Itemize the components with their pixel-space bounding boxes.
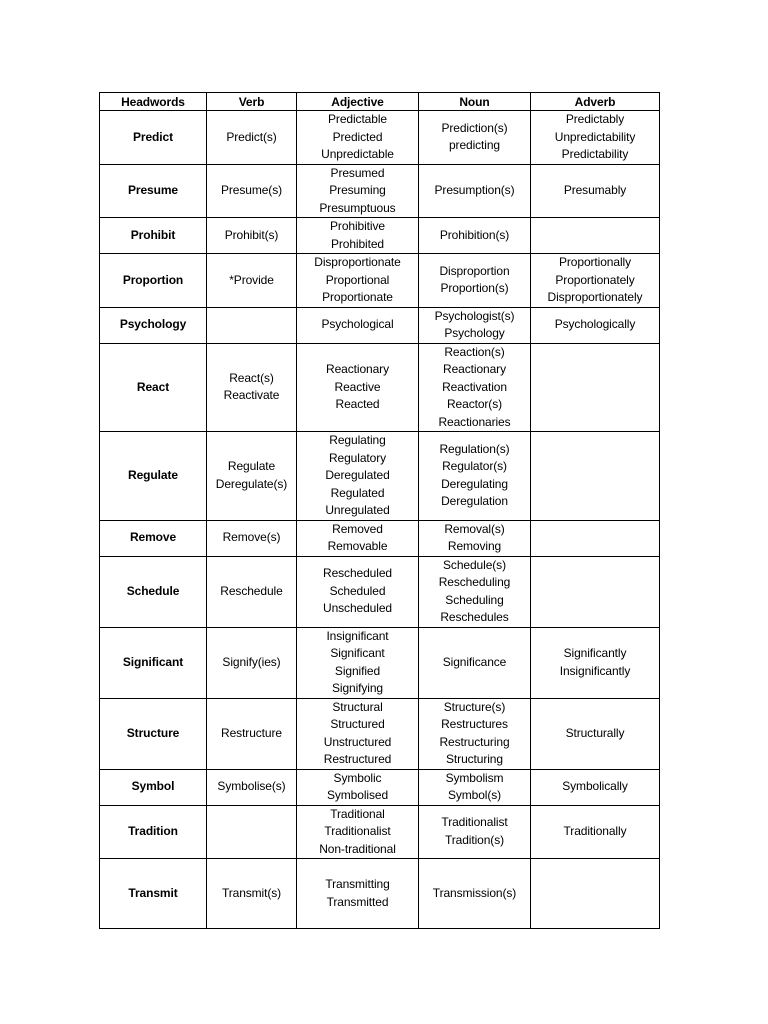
adjective-form: Prohibitive <box>330 219 385 233</box>
noun-form: Significance <box>442 654 507 669</box>
adjective-cell <box>297 556 419 627</box>
adjective-form: Transmitted <box>326 894 389 909</box>
adjective-form: Structured <box>330 717 385 731</box>
table-row <box>100 307 660 343</box>
word-forms-table <box>99 92 660 929</box>
adjective-cell <box>297 254 419 308</box>
adjective-form: Unpredictable <box>321 147 394 161</box>
adjective-form: Removable <box>327 539 388 553</box>
adjective-form: Symbolic <box>333 770 382 785</box>
verb-form: Presume(s) <box>220 183 282 197</box>
noun-form: Proportion(s) <box>440 281 509 296</box>
header-adjective: Adjective <box>297 93 419 111</box>
noun-form: Reactor(s) <box>446 397 502 411</box>
verb-form: *Provide <box>229 272 274 287</box>
adjective-cell <box>297 627 419 698</box>
adverb-form: Proportionally <box>559 255 631 269</box>
verb-cell <box>207 254 297 308</box>
noun-cell <box>419 307 531 343</box>
table-row <box>100 627 660 698</box>
verb-form: Reactivate <box>223 388 280 403</box>
headword-cell: Proportion <box>100 254 207 308</box>
adjective-form: Predicted <box>332 129 383 144</box>
noun-cell <box>419 218 531 254</box>
adjective-form: Unstructured <box>323 734 392 749</box>
adverb-form: Predictably <box>565 112 625 126</box>
noun-form: Reactivation <box>442 379 507 394</box>
table-row <box>100 859 660 929</box>
adjective-form: Proportional <box>325 272 390 287</box>
adverb-cell <box>531 520 660 556</box>
adjective-form: Signified <box>334 663 381 678</box>
noun-form: predicting <box>448 138 501 153</box>
headword-cell: Symbol <box>100 769 207 805</box>
noun-form: Symbolism <box>445 770 504 785</box>
adverb-cell <box>531 218 660 254</box>
verb-cell <box>207 432 297 521</box>
adjective-cell <box>297 343 419 432</box>
noun-form: Restructuring <box>439 734 510 749</box>
verb-cell <box>207 698 297 769</box>
verb-cell <box>207 111 297 165</box>
adverb-cell <box>531 111 660 165</box>
noun-form: Regulator(s) <box>442 459 507 474</box>
verb-form: Symbolise(s) <box>217 779 286 794</box>
headword-cell: Transmit <box>100 859 207 929</box>
adjective-form: Significant <box>330 646 385 660</box>
table-row <box>100 218 660 254</box>
adverb-form: Presumably <box>563 183 627 197</box>
noun-form: Removal(s) <box>444 521 505 536</box>
noun-form: Deregulating <box>441 476 508 491</box>
headword-cell: Remove <box>100 520 207 556</box>
verb-cell <box>207 520 297 556</box>
table-row <box>100 111 660 165</box>
verb-cell <box>207 343 297 432</box>
headword-cell: Schedule <box>100 556 207 627</box>
noun-form: Reactionaries <box>438 414 511 429</box>
adjective-cell <box>297 805 419 859</box>
adjective-cell <box>297 307 419 343</box>
table-row <box>100 343 660 432</box>
adverb-form: Predictability <box>561 147 629 161</box>
noun-form: Traditionalist <box>441 815 508 830</box>
table-row <box>100 698 660 769</box>
noun-cell <box>419 254 531 308</box>
header-adverb: Adverb <box>531 93 660 111</box>
noun-form: Schedule(s) <box>443 557 506 572</box>
headword-cell: Significant <box>100 627 207 698</box>
adjective-form: Regulating <box>329 433 386 447</box>
noun-cell <box>419 769 531 805</box>
adverb-cell <box>531 343 660 432</box>
verb-form: Predict(s) <box>226 129 277 144</box>
adjective-form: Presuming <box>329 183 386 197</box>
verb-form: Transmit(s) <box>221 885 282 900</box>
adjective-cell <box>297 111 419 165</box>
adjective-form: Removed <box>332 521 383 536</box>
headword-cell: Predict <box>100 111 207 165</box>
noun-cell <box>419 520 531 556</box>
verb-form: Deregulate(s) <box>215 476 288 491</box>
verb-cell <box>207 627 297 698</box>
adverb-form: Disproportionately <box>547 290 643 304</box>
adverb-form: Symbolically <box>562 779 628 794</box>
adjective-form: Prohibited <box>330 236 385 251</box>
adverb-cell <box>531 432 660 521</box>
adverb-cell <box>531 805 660 859</box>
header-headwords: Headwords <box>100 93 207 111</box>
verb-cell <box>207 164 297 218</box>
adjective-form: Non-traditional <box>319 841 396 856</box>
header-row <box>100 93 660 111</box>
header-noun: Noun <box>419 93 531 111</box>
table-body <box>100 111 660 929</box>
verb-cell <box>207 307 297 343</box>
adjective-form: Proportionate <box>322 290 393 304</box>
table-row <box>100 520 660 556</box>
noun-form: Psychologist(s) <box>434 308 515 323</box>
headword-cell: Psychology <box>100 307 207 343</box>
adverb-cell <box>531 307 660 343</box>
headword-cell: Presume <box>100 164 207 218</box>
noun-form: Structure(s) <box>443 699 506 714</box>
adjective-cell <box>297 164 419 218</box>
adverb-form: Structurally <box>565 725 625 740</box>
adjective-form: Reactive <box>334 379 381 394</box>
noun-cell <box>419 111 531 165</box>
adjective-cell <box>297 520 419 556</box>
noun-form: Prohibition(s) <box>439 227 510 242</box>
table-row <box>100 164 660 218</box>
adjective-cell <box>297 218 419 254</box>
adjective-cell <box>297 698 419 769</box>
headword-cell: React <box>100 343 207 432</box>
verb-form: Regulate <box>227 459 276 474</box>
verb-form: React(s) <box>229 370 274 385</box>
adjective-form: Regulatory <box>328 450 387 465</box>
adverb-cell <box>531 627 660 698</box>
noun-form: Regulation(s) <box>439 441 510 456</box>
adverb-form: Psychologically <box>554 317 636 332</box>
noun-form: Psychology <box>444 326 505 340</box>
noun-form: Restructures <box>441 717 508 731</box>
verb-cell <box>207 805 297 859</box>
noun-form: Tradition(s) <box>444 832 505 847</box>
noun-form: Scheduling <box>445 592 504 607</box>
adjective-form: Psychological <box>321 317 394 332</box>
noun-cell <box>419 432 531 521</box>
noun-form: Reactionary <box>443 362 506 376</box>
noun-form: Removing <box>447 539 502 553</box>
adjective-form: Signifying <box>331 681 384 695</box>
noun-form: Deregulation <box>441 494 508 509</box>
adverb-form: Proportionately <box>555 272 635 287</box>
adjective-form: Reactionary <box>326 362 389 376</box>
adjective-form: Unregulated <box>325 503 390 517</box>
noun-cell <box>419 164 531 218</box>
noun-cell <box>419 698 531 769</box>
adjective-form: Traditional <box>330 806 385 821</box>
adjective-form: Presumptuous <box>319 200 396 215</box>
headword-cell: Structure <box>100 698 207 769</box>
adverb-cell <box>531 254 660 308</box>
noun-form: Rescheduling <box>438 575 511 589</box>
headword-cell: Regulate <box>100 432 207 521</box>
table-header <box>100 93 660 111</box>
noun-cell <box>419 805 531 859</box>
adjective-form: Rescheduled <box>323 566 392 581</box>
noun-cell <box>419 343 531 432</box>
verb-cell <box>207 556 297 627</box>
adjective-form: Transmitting <box>325 877 390 891</box>
headword-cell: Prohibit <box>100 218 207 254</box>
verb-form: Restructure <box>221 725 282 740</box>
adjective-form: Reacted <box>335 397 380 411</box>
adverb-form: Insignificantly <box>559 663 631 678</box>
noun-form: Structuring <box>446 752 503 766</box>
verb-form: Remove(s) <box>222 530 281 545</box>
table-row <box>100 556 660 627</box>
adjective-form: Symbolised <box>326 788 389 802</box>
header-verb: Verb <box>207 93 297 111</box>
adjective-cell <box>297 769 419 805</box>
verb-form: Prohibit(s) <box>224 227 279 242</box>
noun-cell <box>419 859 531 929</box>
noun-form: Reaction(s) <box>444 344 505 359</box>
adjective-form: Insignificant <box>326 628 389 643</box>
adjective-form: Scheduled <box>329 583 386 598</box>
adjective-form: Deregulated <box>325 468 390 482</box>
adjective-form: Presumed <box>330 165 385 180</box>
table-row <box>100 769 660 805</box>
noun-form: Disproportion <box>439 263 510 278</box>
adverb-form: Unpredictability <box>554 129 636 144</box>
adjective-cell <box>297 432 419 521</box>
adjective-form: Predictable <box>328 112 387 126</box>
noun-form: Symbol(s) <box>447 788 502 802</box>
adverb-cell <box>531 769 660 805</box>
verb-cell <box>207 859 297 929</box>
adjective-form: Unscheduled <box>323 601 392 616</box>
noun-cell <box>419 556 531 627</box>
adjective-form: Structural <box>332 699 383 714</box>
verb-cell <box>207 769 297 805</box>
adverb-form: Traditionally <box>563 824 627 838</box>
adjective-form: Regulated <box>330 485 385 500</box>
verb-cell <box>207 218 297 254</box>
adverb-cell <box>531 859 660 929</box>
adverb-cell <box>531 164 660 218</box>
noun-form: Reschedules <box>440 610 509 624</box>
adverb-cell <box>531 556 660 627</box>
adjective-cell <box>297 859 419 929</box>
table-row <box>100 805 660 859</box>
adjective-form: Traditionalist <box>324 824 391 838</box>
verb-form: Reschedule <box>220 583 283 598</box>
adjective-form: Restructured <box>323 752 392 766</box>
verb-form: Signify(ies) <box>222 654 281 669</box>
table-row <box>100 432 660 521</box>
noun-form: Prediction(s) <box>441 120 508 135</box>
noun-form: Transmission(s) <box>432 885 517 900</box>
table-row <box>100 254 660 308</box>
noun-cell <box>419 627 531 698</box>
adverb-cell <box>531 698 660 769</box>
adjective-form: Disproportionate <box>314 255 401 269</box>
headword-cell: Tradition <box>100 805 207 859</box>
adverb-form: Significantly <box>563 646 627 660</box>
noun-form: Presumption(s) <box>434 183 515 197</box>
